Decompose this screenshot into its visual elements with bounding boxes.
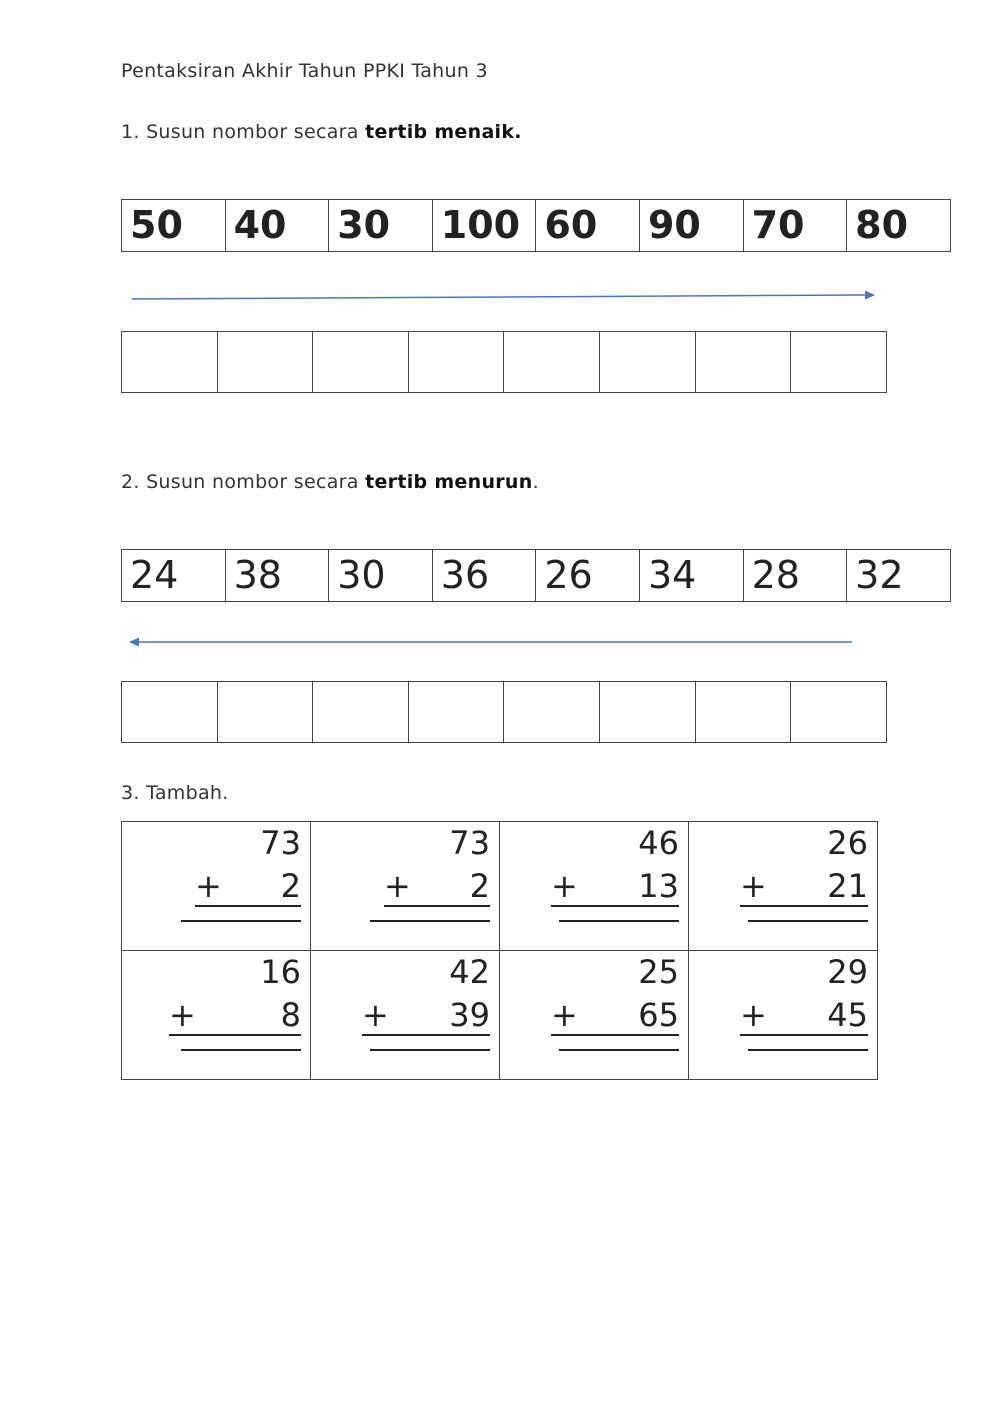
worksheet-title: Pentaksiran Akhir Tahun PPKI Tahun 3 (121, 60, 488, 82)
answer-blank[interactable] (370, 1049, 490, 1051)
addend-bottom-row (362, 996, 490, 1036)
addend-top: 42 (449, 953, 490, 991)
q3-instruction: 3. Tambah. (121, 782, 229, 804)
addend-bottom-row (195, 867, 301, 907)
plus-sign: + (551, 996, 578, 1034)
q1-number-cell: 90 (639, 200, 743, 252)
q1-number-cell: 30 (329, 200, 433, 252)
q2-answer-box[interactable] (313, 682, 409, 743)
answer-blank[interactable] (748, 920, 868, 922)
q2-instruction-suffix: . (532, 471, 539, 493)
addend-bottom-row (384, 867, 490, 907)
q2-number-cell: 24 (122, 550, 226, 602)
q1-number-cell: 100 (432, 200, 536, 252)
q2-number-cell: 26 (536, 550, 640, 602)
q1-number-row (121, 199, 951, 252)
addend-top: 73 (260, 824, 301, 862)
plus-sign: + (740, 996, 767, 1034)
q2-number-cell: 38 (225, 550, 329, 602)
addend-bottom: 2 (222, 867, 301, 907)
addend-top: 25 (638, 953, 679, 991)
addend-top: 16 (260, 953, 301, 991)
answer-blank[interactable] (748, 1049, 868, 1051)
addend-top: 26 (827, 824, 868, 862)
q1-answer-box[interactable] (313, 332, 409, 393)
addend-bottom: 39 (389, 996, 490, 1036)
answer-blank[interactable] (181, 920, 301, 922)
answer-blank[interactable] (370, 920, 490, 922)
addition-problem (500, 822, 689, 951)
q2-instruction (121, 471, 539, 493)
q1-number-cell: 80 (847, 200, 951, 252)
q1-answer-box[interactable] (791, 332, 887, 393)
addend-bottom-row (169, 996, 301, 1036)
q2-answer-box[interactable] (408, 682, 504, 743)
q1-answer-box[interactable] (695, 332, 791, 393)
addend-top: 46 (638, 824, 679, 862)
plus-sign: + (384, 867, 411, 905)
plus-sign: + (169, 996, 196, 1034)
addition-problem (122, 822, 311, 951)
addition-problem (689, 951, 878, 1080)
addend-bottom: 65 (578, 996, 679, 1036)
addend-top: 29 (827, 953, 868, 991)
addend-bottom-row (740, 867, 868, 907)
plus-sign: + (362, 996, 389, 1034)
q2-answer-box[interactable] (504, 682, 600, 743)
q1-number-cell: 70 (743, 200, 847, 252)
answer-blank[interactable] (559, 1049, 679, 1051)
answer-blank[interactable] (559, 920, 679, 922)
q2-number-row (121, 549, 951, 602)
ascending-arrow-icon (125, 285, 885, 305)
addition-problem (311, 951, 500, 1080)
q2-number-cell: 36 (432, 550, 536, 602)
addend-bottom: 2 (411, 867, 490, 907)
addend-bottom: 13 (578, 867, 679, 907)
q1-answer-box[interactable] (217, 332, 313, 393)
q2-answer-box[interactable] (695, 682, 791, 743)
addend-bottom: 45 (767, 996, 868, 1036)
q1-instruction-emphasis: tertib menaik. (365, 121, 522, 143)
addition-problem (311, 822, 500, 951)
q2-number-cell: 32 (847, 550, 951, 602)
q1-answer-box[interactable] (599, 332, 695, 393)
q2-answer-box[interactable] (791, 682, 887, 743)
q1-number-cell: 60 (536, 200, 640, 252)
addend-bottom: 21 (767, 867, 868, 907)
descending-arrow-icon (125, 632, 865, 652)
q1-answer-row (121, 331, 887, 393)
q1-instruction (121, 121, 522, 143)
q1-answer-box[interactable] (504, 332, 600, 393)
plus-sign: + (551, 867, 578, 905)
q1-answer-box[interactable] (122, 332, 218, 393)
q2-number-cell: 28 (743, 550, 847, 602)
addition-problem (122, 951, 311, 1080)
addend-top: 73 (449, 824, 490, 862)
addend-bottom-row (551, 996, 679, 1036)
addition-problem (500, 951, 689, 1080)
q1-answer-box[interactable] (408, 332, 504, 393)
q2-answer-row (121, 681, 887, 743)
addend-bottom: 8 (196, 996, 301, 1036)
q2-instruction-prefix: 2. Susun nombor secara (121, 471, 366, 493)
addition-problem (689, 822, 878, 951)
answer-blank[interactable] (181, 1049, 301, 1051)
addend-bottom-row (740, 996, 868, 1036)
plus-sign: + (740, 867, 767, 905)
q1-number-cell: 40 (225, 200, 329, 252)
q1-number-cell: 50 (122, 200, 226, 252)
q2-answer-box[interactable] (599, 682, 695, 743)
addition-grid (121, 821, 878, 1080)
plus-sign: + (195, 867, 222, 905)
q2-number-cell: 34 (639, 550, 743, 602)
q2-instruction-emphasis: tertib menurun (365, 471, 533, 493)
q2-answer-box[interactable] (217, 682, 313, 743)
q1-instruction-prefix: 1. Susun nombor secara (121, 121, 366, 143)
addend-bottom-row (551, 867, 679, 907)
q2-answer-box[interactable] (122, 682, 218, 743)
q2-number-cell: 30 (329, 550, 433, 602)
